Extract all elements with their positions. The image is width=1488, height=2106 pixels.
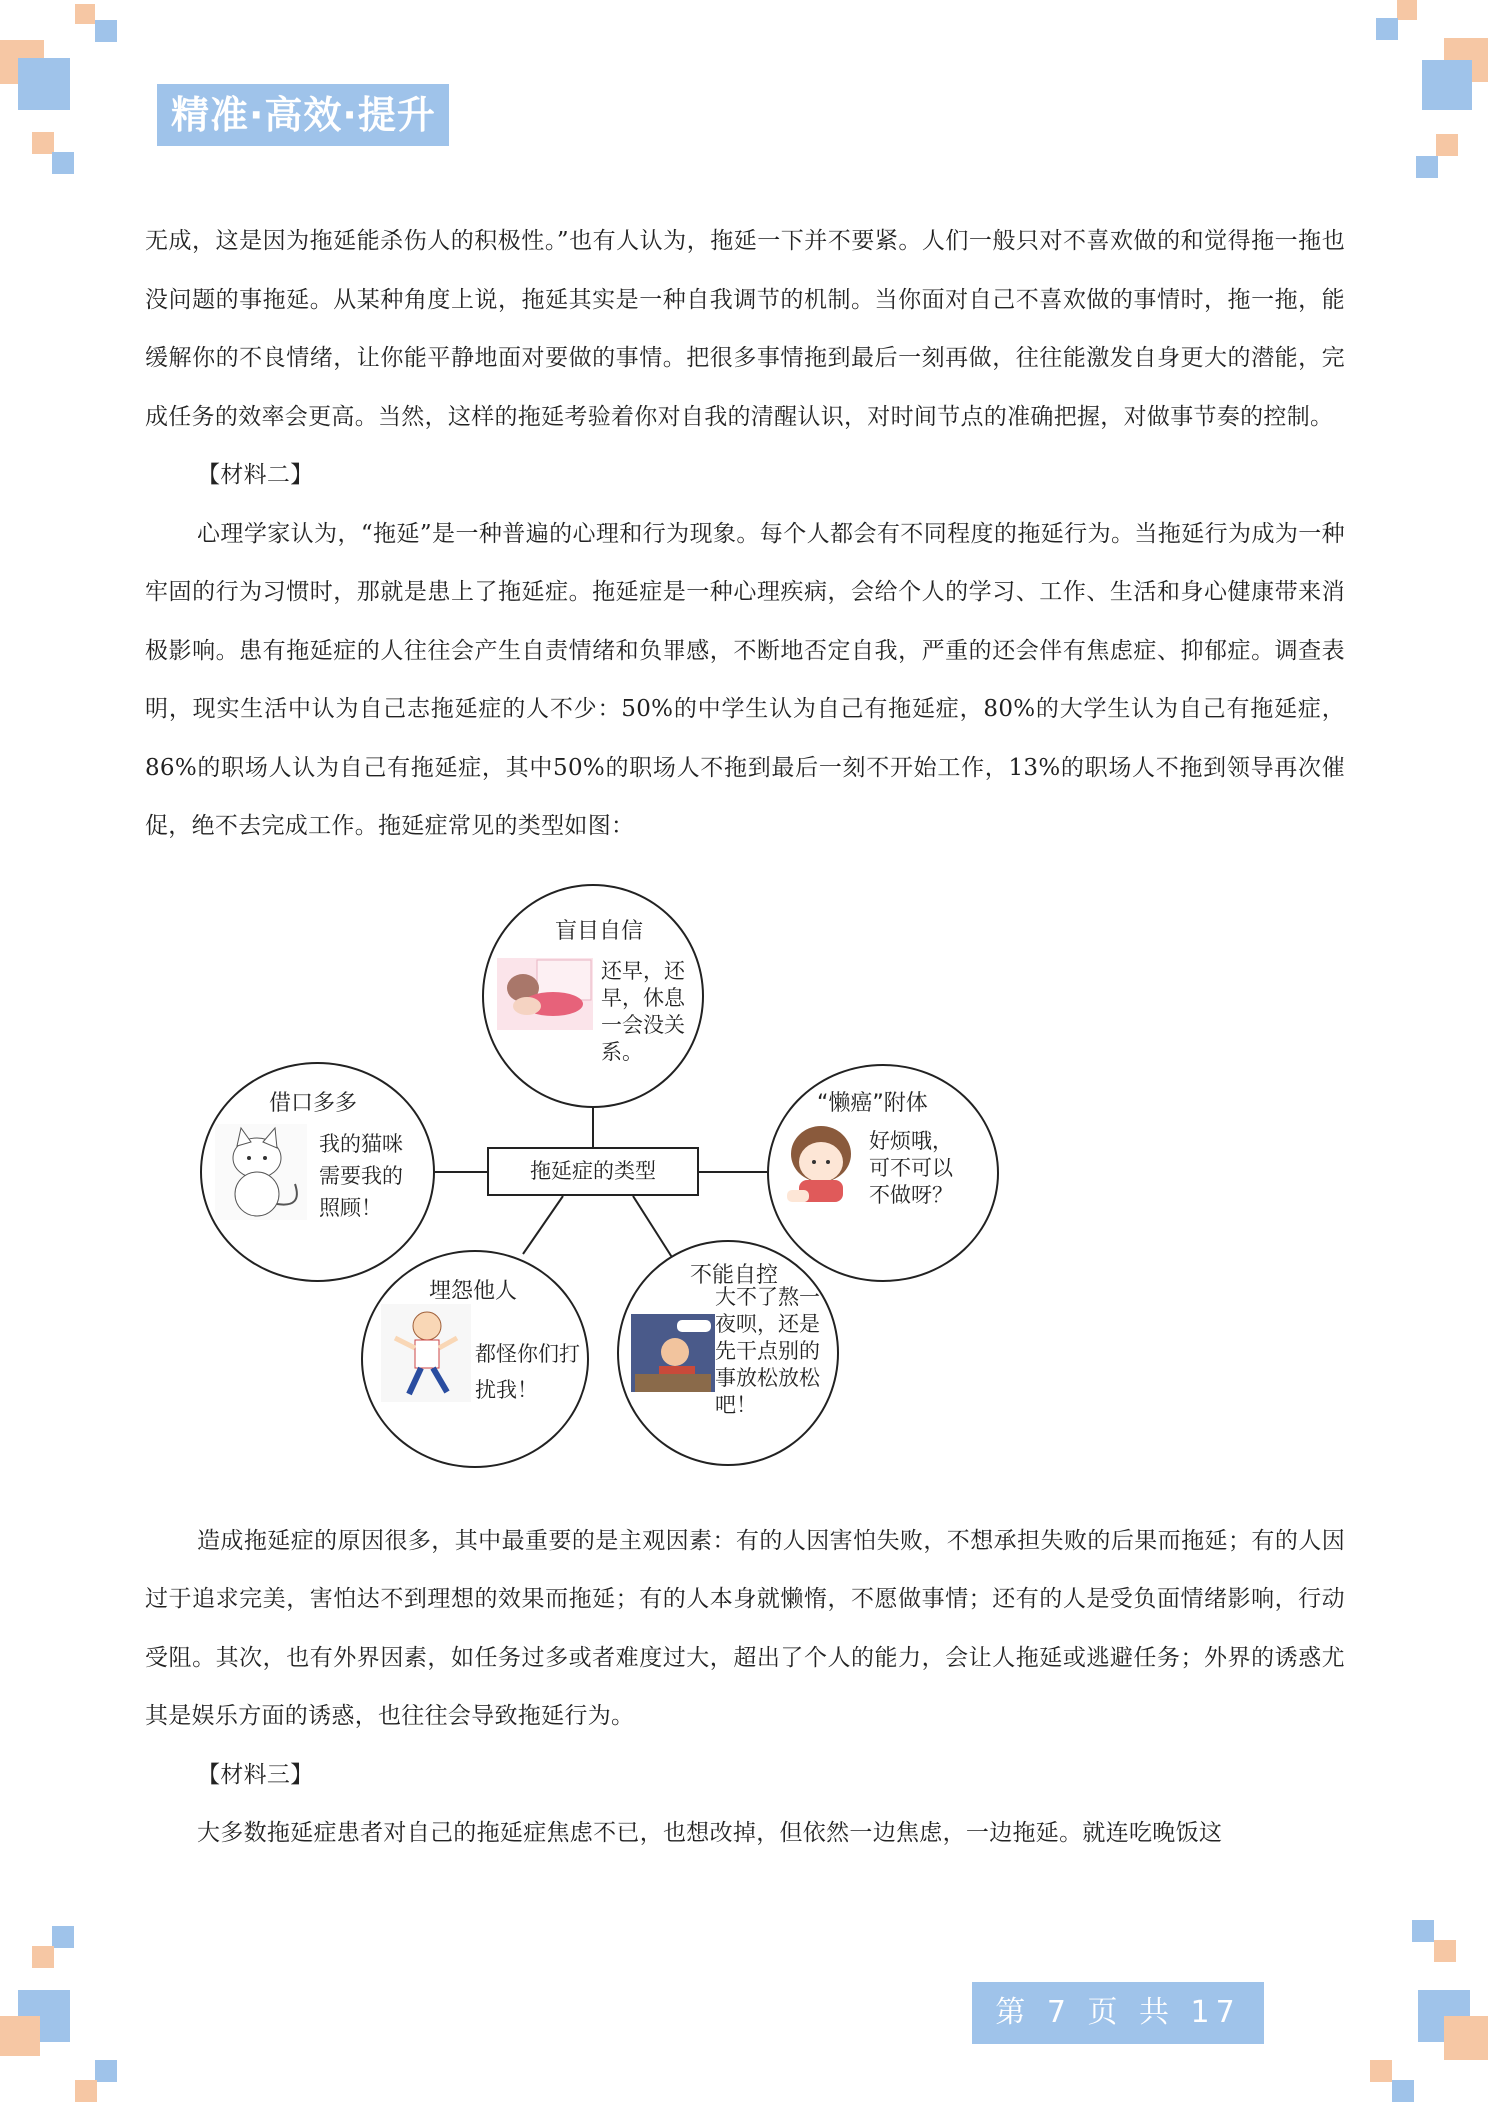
- type-quote: 我的猫咪需要我的照顾！: [319, 1131, 403, 1220]
- material-3-heading: 【材料三】: [197, 1761, 314, 1788]
- type-title: “懒癌”附体: [817, 1090, 928, 1116]
- document-body: [145, 212, 1345, 1863]
- page-number-badge: 第 7 页 共 17 页: [972, 1982, 1264, 2044]
- type-quote: 好烦哦，可不可以不做呀？: [869, 1128, 953, 1207]
- header-banner: 精准·高效·提升: [157, 84, 449, 146]
- type-title: 不能自控: [690, 1262, 779, 1288]
- paragraph-intro: 无成，这是因为拖延能杀伤人的积极性。”也有人认为，拖延一下并不要紧。人们一般只对不喜欢做的和觉得拖一拖也没问题的事拖延。从某种角度上说，拖延其实是一种自我调节的机制。当你面对自己不喜欢做的事情时，拖一拖，能缓解你的不良情绪，让你能平静地面对要做的事情。把很多事情拖到最后一刻再做，往往能激发自身更大的潜能，完成任务的效率会更高。当然，这样的拖延考验着你对自我的清醒认识，对时间节点的准确把握，对做事节奏的控制。: [145, 228, 1345, 430]
- cat-illustration: [215, 1124, 307, 1220]
- procrastination-types-diagram: [145, 880, 1345, 1500]
- lazy-girl-illustration: [781, 1118, 867, 1210]
- type-quote: 都怪你们打扰我！: [475, 1341, 580, 1402]
- diagram-center-box: 拖延症的类型: [487, 1147, 699, 1196]
- type-title: 盲目自信: [555, 918, 644, 944]
- sleeping-girl-illustration: [497, 958, 593, 1030]
- type-quote: 大不了熬一夜呗，还是先干点别的事放松放松吧！: [715, 1284, 820, 1417]
- material-3-body: 大多数拖延症患者对自己的拖延症焦虑不已，也想改掉，但依然一边焦虑，一边拖延。就连吃晚饭这: [197, 1820, 1223, 1846]
- type-title: 借口多多: [269, 1090, 358, 1116]
- material-2-heading: 【材料二】: [197, 462, 314, 488]
- type-quote: 还早，还早，休息一会没关系。: [601, 958, 685, 1064]
- paragraph-causes: 造成拖延症的原因很多，其中最重要的是主观因素：有的人因害怕失败，不想承担失败的后果而拖延；有的人因过于追求完美，害怕达不到理想的效果而拖延；有的人本身就懒惰，不愿做事情；还有的人是受负面情绪影响，行动受阻。其次，也有外界因素，如任务过多或者难度过大，超出了个人的能力，会让人拖延或逃避任务；外界的诱惑尤其是娱乐方面的诱惑，也往往会导致拖延行为。: [145, 1527, 1345, 1729]
- type-title: 埋怨他人: [429, 1278, 518, 1304]
- angry-boy-illustration: [381, 1304, 471, 1402]
- material-2-body: 心理学家认为，“拖延”是一种普遍的心理和行为现象。每个人都会有不同程度的拖延行为。当拖延行为成为一种牢固的行为习惯时，那就是患上了拖延症。拖延症是一种心理疾病，会给个人的学习、工作、生活和身心健康带来消极影响。患有拖延症的人往往会产生自责情绪和负罪感，不断地否定自我，严重的还会伴有焦虑症、抑郁症。调查表明，现实生活中认为自己志拖延症的人不少：50%的中学生认为自己有拖延症，80%的大学生认为自己有拖延症，86%的职场人认为自己有拖延症，其中50%的职场人不拖到最后一刻不开始工作，13%的职场人不拖到领导再次催促，绝不去完成工作。拖延症常见的类型如图：: [145, 520, 1345, 839]
- late-night-illustration: [631, 1314, 715, 1392]
